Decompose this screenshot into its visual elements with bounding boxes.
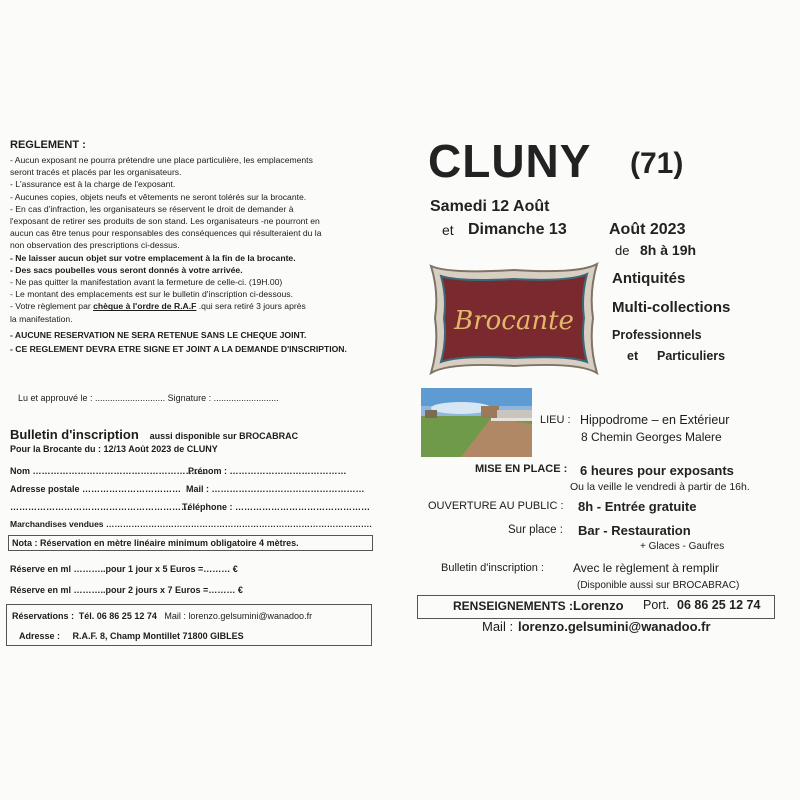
rule-text: .qui sera retiré 3 jours après (196, 301, 306, 312)
reservations-box (6, 604, 372, 646)
renseignements-name: Lorenzo (573, 598, 624, 613)
contact-mail-value[interactable]: lorenzo.gelsumini@wanadoo.fr (518, 619, 711, 634)
surplace-extra: + Glaces - Gaufres (640, 541, 725, 552)
cheque-order-text: chèque à l'ordre de R.A.F (93, 301, 197, 312)
rule-line: - Aucunes copies, objets neufs et vêtements ne seront tolérés sur la brocante. (10, 191, 307, 202)
category-professionnels: Professionnels (612, 328, 702, 342)
category-antiquites: Antiquités (612, 270, 686, 287)
date-day2: Dimanche 13 (468, 221, 567, 238)
ouverture-label: OUVERTURE AU PUBLIC : (428, 500, 564, 512)
contact-mail-label: Mail : (482, 619, 514, 634)
hippodrome-photo (421, 388, 532, 457)
bulletin-note: (Disponible aussi sur BROCABRAC) (577, 580, 740, 591)
reglement-title: REGLEMENT : (10, 139, 86, 151)
rule-line: l'exposant de retirer ses produits de son stand. Les organisateurs -ne pourront en (10, 216, 320, 227)
adresse-line (19, 631, 244, 641)
approval-signature: Lu et approuvé le : ............................ Signature : .......................... (18, 393, 279, 403)
mise-en-place-label: MISE EN PLACE : (475, 463, 568, 475)
ouverture-value: 8h - Entrée gratuite (578, 499, 697, 514)
lieu-value: Hippodrome – en Extérieur (580, 413, 730, 427)
mise-en-place-note: Ou la veille le vendredi à partir de 16h. (570, 481, 750, 493)
department-number: (71) (630, 147, 684, 180)
hours: 8h à 19h (640, 242, 697, 258)
reglement-list (10, 154, 365, 355)
lieu-label: LIEU : (540, 414, 571, 426)
reserve-2-days[interactable]: Réserve en ml ………..pour 2 jours x 7 Euros =……… € (10, 585, 243, 595)
renseignements-box (417, 595, 775, 619)
rule-line: aucun cas être tenus pour responsables des conséquences qui résulteraient du la (10, 228, 322, 239)
renseignements-label: RENSEIGNEMENTS : (453, 599, 574, 613)
brocante-label: Brocante (454, 306, 574, 336)
date-day2-prefix: et (442, 222, 454, 238)
reservations-label (12, 611, 312, 621)
city-title: CLUNY (428, 135, 592, 187)
bulletin-title-small: aussi disponible sur BROCABRAC (149, 431, 299, 441)
brocante-emblem (429, 262, 599, 375)
bulletin-title (10, 427, 298, 442)
mise-en-place-value: 6 heures pour exposants (580, 463, 734, 478)
reserve-1-day[interactable]: Réserve en ml ………..pour 1 jour x 5 Euros =……… € (10, 564, 238, 574)
rule-line: la manifestation. (10, 313, 73, 324)
category-particuliers: Particuliers (657, 349, 726, 363)
reservations-tel: Tél. 06 86 25 12 74 (78, 611, 157, 621)
rule-line: - AUCUNE RESERVATION NE SERA RETENUE SANS LE CHEQUE JOINT. (10, 329, 307, 340)
date-month-year: Août 2023 (609, 221, 686, 238)
rule-line: - Ne laisser aucun objet sur votre emplacement à la fin de la brocante. (10, 252, 296, 263)
adresse-value: R.A.F. 8, Champ Montillet 71800 GIBLES (72, 631, 244, 641)
reservations-mail[interactable]: Mail : lorenzo.gelsumini@wanadoo.fr (164, 611, 313, 621)
hours-prefix: de (615, 243, 630, 258)
rule-line: non observation des prescriptions ci-dessus. (10, 240, 180, 251)
rule-line: - Le montant des emplacements est sur le bulletin d'inscription ci-dessous. (10, 289, 293, 300)
rule-line: - Aucun exposant ne pourra prétendre une place particulière, les emplacements (10, 155, 313, 165)
bulletin-label: Bulletin d'inscription : (441, 562, 544, 574)
surplace-label: Sur place : (508, 524, 563, 536)
reservations-label-text: Réservations : (12, 611, 75, 621)
bulletin-title-text: Bulletin d'inscription (10, 427, 139, 442)
bulletin-subtitle: Pour la Brocante du : 12/13 Août 2023 de CLUNY (10, 444, 218, 454)
adresse-label: Adresse : (19, 631, 61, 641)
marchandises-field[interactable]: Marchandises vendues …………………………………………………………………………………. (10, 519, 372, 529)
category-multicollections: Multi-collections (612, 299, 731, 316)
surplace-value: Bar - Restauration (578, 523, 691, 538)
rule-line: - L'assurance est à la charge de l'exposant. (10, 179, 176, 190)
bulletin-value: Avec le règlement à remplir (573, 561, 719, 575)
telephone-field[interactable]: Téléphone : ……………………………………… (182, 502, 371, 512)
rule-line: seront tracés et placés par les organisateurs. (10, 167, 182, 178)
renseignements-port-label: Port. (643, 598, 670, 612)
rule-text: - Votre règlement par (10, 301, 91, 312)
mail-field[interactable]: Mail : …………………………………………… (186, 484, 365, 494)
rule-line: - Ne pas quitter la manifestation avant la fermeture de celle-ci. (19H.00) (10, 277, 283, 288)
lieu-address: 8 Chemin Georges Malere (581, 430, 722, 444)
rule-line-cheque (10, 300, 365, 312)
prenom-field[interactable]: Prénom : ………………………………… (188, 466, 347, 476)
nota-box: Nota : Réservation en mètre linéaire minimum obligatoire 4 mètres. (8, 535, 373, 551)
renseignements-port[interactable]: 06 86 25 12 74 (677, 598, 761, 612)
adresse-field[interactable]: Adresse postale …………………………… (10, 484, 182, 494)
address-extra-line[interactable]: …………………………………………………… (10, 502, 190, 512)
rule-line: - Des sacs poubelles vous seront donnés à votre arrivée. (10, 264, 243, 275)
rule-line: - CE REGLEMENT DEVRA ETRE SIGNE ET JOINT A LA DEMANDE D'INSCRIPTION. (10, 344, 347, 355)
rule-line: - En cas d'infraction, les organisateurs se réservent le droit de demander à (10, 203, 294, 214)
nom-field[interactable]: Nom …………………………………………………. (10, 466, 207, 476)
date-day1: Samedi 12 Août (430, 198, 550, 215)
category-et: et (627, 349, 639, 363)
